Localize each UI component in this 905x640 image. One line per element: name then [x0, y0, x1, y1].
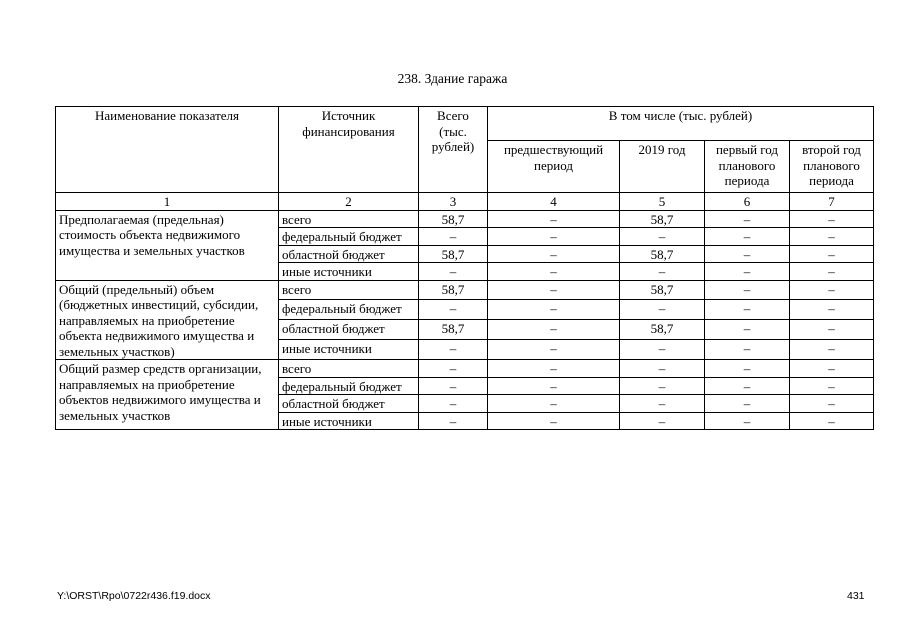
value-cell: –	[705, 377, 790, 395]
funding-source: иные источники	[279, 412, 419, 430]
value-cell: –	[705, 340, 790, 360]
header-first-plan-year: первый год планового периода	[705, 141, 790, 193]
header-row	[56, 107, 874, 141]
value-cell: –	[790, 395, 874, 413]
value-cell: –	[488, 360, 620, 378]
value-cell: –	[488, 280, 620, 300]
funding-source: всего	[279, 280, 419, 300]
footer-file-path: Y:\ORST\Rpo\0722r436.f19.docx	[57, 590, 211, 602]
value-cell: –	[705, 320, 790, 340]
value-cell: –	[705, 245, 790, 263]
column-number: 1	[56, 193, 279, 211]
table-row	[56, 280, 874, 300]
value-cell: –	[790, 245, 874, 263]
value-cell: –	[488, 395, 620, 413]
value-cell: –	[620, 263, 705, 281]
value-cell: 58,7	[419, 280, 488, 300]
value-cell: –	[705, 263, 790, 281]
funding-source: иные источники	[279, 263, 419, 281]
value-cell: 58,7	[419, 320, 488, 340]
value-cell: –	[705, 360, 790, 378]
column-number: 5	[620, 193, 705, 211]
value-cell: –	[790, 412, 874, 430]
financing-table	[55, 106, 874, 430]
value-cell: –	[488, 245, 620, 263]
indicator-name: Общий (предельный) объем (бюджетных инвестиций, субсидии, направляемых на приобретение объекта недвижимого имущества и земельных участков)	[56, 280, 279, 360]
value-cell: –	[488, 412, 620, 430]
value-cell: –	[419, 360, 488, 378]
value-cell: –	[419, 228, 488, 246]
value-cell: 58,7	[620, 280, 705, 300]
value-cell: –	[419, 263, 488, 281]
value-cell: –	[620, 395, 705, 413]
value-cell: –	[790, 300, 874, 320]
footer-page-number: 431	[847, 590, 865, 602]
header-prev-period: предшествующий период	[488, 141, 620, 193]
value-cell: –	[488, 300, 620, 320]
document-title: 238. Здание гаража	[397, 71, 508, 86]
value-cell: 58,7	[620, 245, 705, 263]
value-cell: –	[790, 377, 874, 395]
value-cell: –	[488, 263, 620, 281]
value-cell: –	[790, 263, 874, 281]
funding-source: иные источники	[279, 340, 419, 360]
value-cell: –	[419, 412, 488, 430]
column-number-row	[56, 193, 874, 211]
value-cell: 58,7	[620, 320, 705, 340]
value-cell: –	[790, 280, 874, 300]
value-cell: –	[705, 395, 790, 413]
column-number: 7	[790, 193, 874, 211]
value-cell: –	[705, 280, 790, 300]
header-2019: 2019 год	[620, 141, 705, 193]
funding-source: всего	[279, 360, 419, 378]
value-cell: –	[488, 228, 620, 246]
value-cell: –	[790, 320, 874, 340]
value-cell: –	[790, 340, 874, 360]
column-number: 3	[419, 193, 488, 211]
header-source: Источник финансирования	[279, 107, 419, 193]
value-cell: –	[705, 228, 790, 246]
value-cell: –	[419, 377, 488, 395]
column-number: 4	[488, 193, 620, 211]
value-cell: –	[419, 395, 488, 413]
value-cell: –	[620, 377, 705, 395]
funding-source: всего	[279, 210, 419, 228]
value-cell: –	[620, 300, 705, 320]
value-cell: –	[488, 320, 620, 340]
value-cell: –	[419, 340, 488, 360]
funding-source: федеральный бюджет	[279, 228, 419, 246]
value-cell: –	[705, 412, 790, 430]
value-cell: –	[705, 300, 790, 320]
funding-source: областной бюджет	[279, 395, 419, 413]
value-cell: –	[620, 340, 705, 360]
header-total: Всего (тыс. рублей)	[419, 107, 488, 193]
indicator-name: Предполагаемая (предельная) стоимость объекта недвижимого имущества и земельных участков	[56, 210, 279, 280]
funding-source: областной бюджет	[279, 245, 419, 263]
value-cell: –	[620, 412, 705, 430]
header-including: В том числе (тыс. рублей)	[488, 107, 874, 141]
value-cell: –	[790, 360, 874, 378]
header-indicator: Наименование показателя	[56, 107, 279, 193]
value-cell: 58,7	[419, 245, 488, 263]
value-cell: –	[790, 228, 874, 246]
table-row	[56, 210, 874, 228]
funding-source: областной бюджет	[279, 320, 419, 340]
column-number: 2	[279, 193, 419, 211]
value-cell: –	[488, 210, 620, 228]
value-cell: 58,7	[419, 210, 488, 228]
indicator-name: Общий размер средств организации, направляемых на приобретение объектов недвижимого имущества и земельных участков	[56, 360, 279, 430]
value-cell: –	[419, 300, 488, 320]
funding-source: федеральный бюджет	[279, 377, 419, 395]
table-row	[56, 360, 874, 378]
column-number: 6	[705, 193, 790, 211]
value-cell: –	[620, 360, 705, 378]
value-cell: –	[705, 210, 790, 228]
value-cell: –	[488, 377, 620, 395]
header-second-plan-year: второй год планового периода	[790, 141, 874, 193]
value-cell: –	[488, 340, 620, 360]
value-cell: 58,7	[620, 210, 705, 228]
value-cell: –	[620, 228, 705, 246]
value-cell: –	[790, 210, 874, 228]
funding-source: федеральный бюджет	[279, 300, 419, 320]
